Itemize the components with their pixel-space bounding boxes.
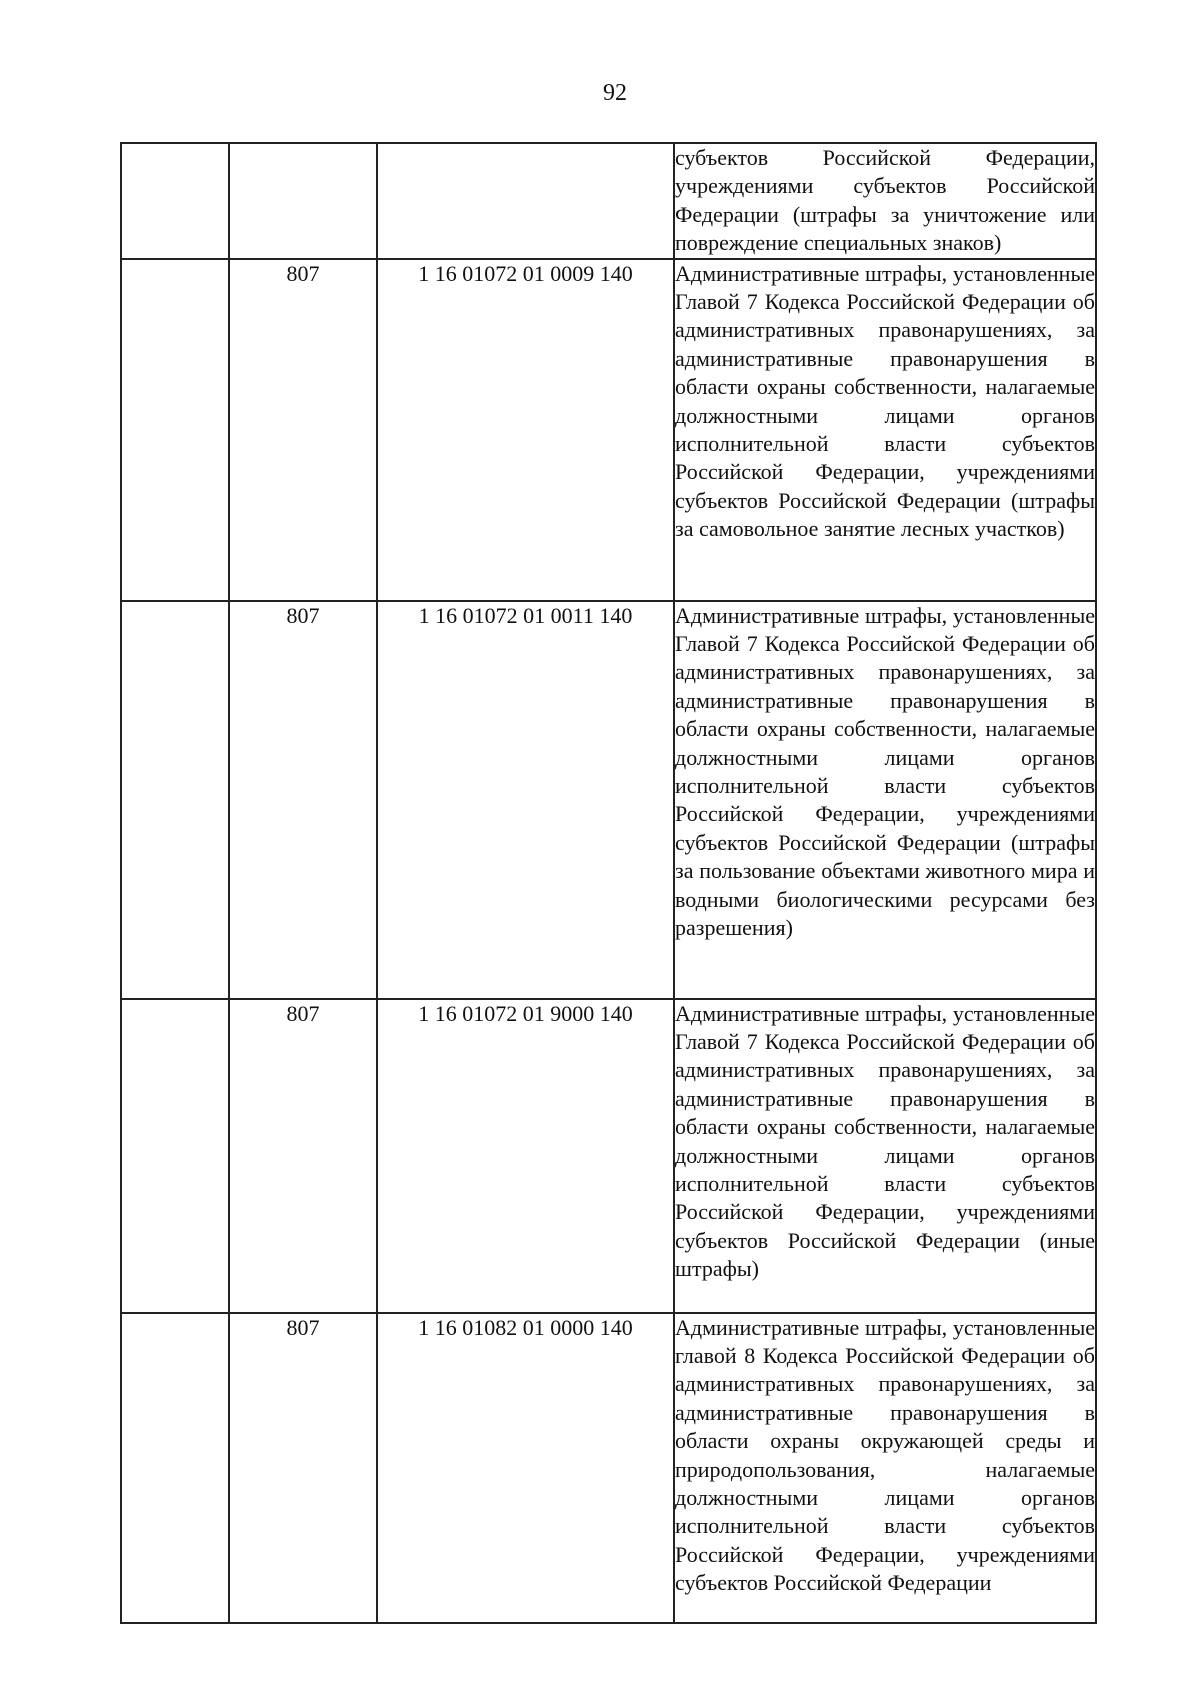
description-cell xyxy=(674,259,1096,601)
description-text: Административные штрафы, установленные Главой 7 Кодекса Российской Федерации об административных правонарушениях, за административные правонарушения в области охраны собственности, налагаемые должностными лицами органов исполнительной власти субъектов Российской Федерации, учреждениями субъектов Российской Федерации (иные штрафы) xyxy=(675,1000,1095,1282)
admin-code-cell: 807 xyxy=(229,259,377,601)
admin-code-cell xyxy=(229,143,377,259)
table-row xyxy=(121,999,1096,1313)
admin-code-cell: 807 xyxy=(229,601,377,999)
page-number: 92 xyxy=(603,80,627,106)
row-number-cell xyxy=(121,601,229,999)
description-text: Административные штрафы, установленные главой 8 Кодекса Российской Федерации об административных правонарушениях, за административные правонарушения в области охраны окружающей среды и природопользования, налагаемые должностными лицами органов исполнительной власти субъектов Российской Федерации, учреждениями субъектов Российской Федерации xyxy=(675,1314,1095,1596)
kbk-code-cell xyxy=(377,143,674,259)
row-number-cell xyxy=(121,1313,229,1623)
admin-code-cell: 807 xyxy=(229,1313,377,1623)
kbk-code-cell: 1 16 01072 01 0009 140 xyxy=(377,259,674,601)
table-row xyxy=(121,143,1096,259)
row-number-cell xyxy=(121,259,229,601)
admin-code-cell: 807 xyxy=(229,999,377,1313)
description-cell xyxy=(674,999,1096,1313)
revenue-codes-table xyxy=(120,142,1097,1624)
table-row xyxy=(121,1313,1096,1623)
row-number-cell xyxy=(121,999,229,1313)
kbk-code-cell: 1 16 01072 01 0011 140 xyxy=(377,601,674,999)
row-number-cell xyxy=(121,143,229,259)
table-row xyxy=(121,601,1096,999)
description-text: Административные штрафы, установленные Главой 7 Кодекса Российской Федерации об административных правонарушениях, за административные правонарушения в области охраны собственности, налагаемые должностными лицами органов исполнительной власти субъектов Российской Федерации, учреждениями субъектов Российской Федерации (штрафы за самовольное занятие лесных участков) xyxy=(675,260,1095,542)
description-text: Административные штрафы, установленные Главой 7 Кодекса Российской Федерации об административных правонарушениях, за административные правонарушения в области охраны собственности, налагаемые должностными лицами органов исполнительной власти субъектов Российской Федерации, учреждениями субъектов Российской Федерации (штрафы за пользование объектами животного мира и водными биологическими ресурсами без разрешения) xyxy=(675,602,1095,941)
description-cell xyxy=(674,1313,1096,1623)
description-cell xyxy=(674,143,1096,259)
table-row xyxy=(121,259,1096,601)
description-text: субъектов Российской Федерации, учреждениями субъектов Российской Федерации (штрафы за уничтожение или повреждение специальных знаков) xyxy=(675,145,1095,256)
kbk-code-cell: 1 16 01072 01 9000 140 xyxy=(377,999,674,1313)
description-cell xyxy=(674,601,1096,999)
kbk-code-cell: 1 16 01082 01 0000 140 xyxy=(377,1313,674,1623)
